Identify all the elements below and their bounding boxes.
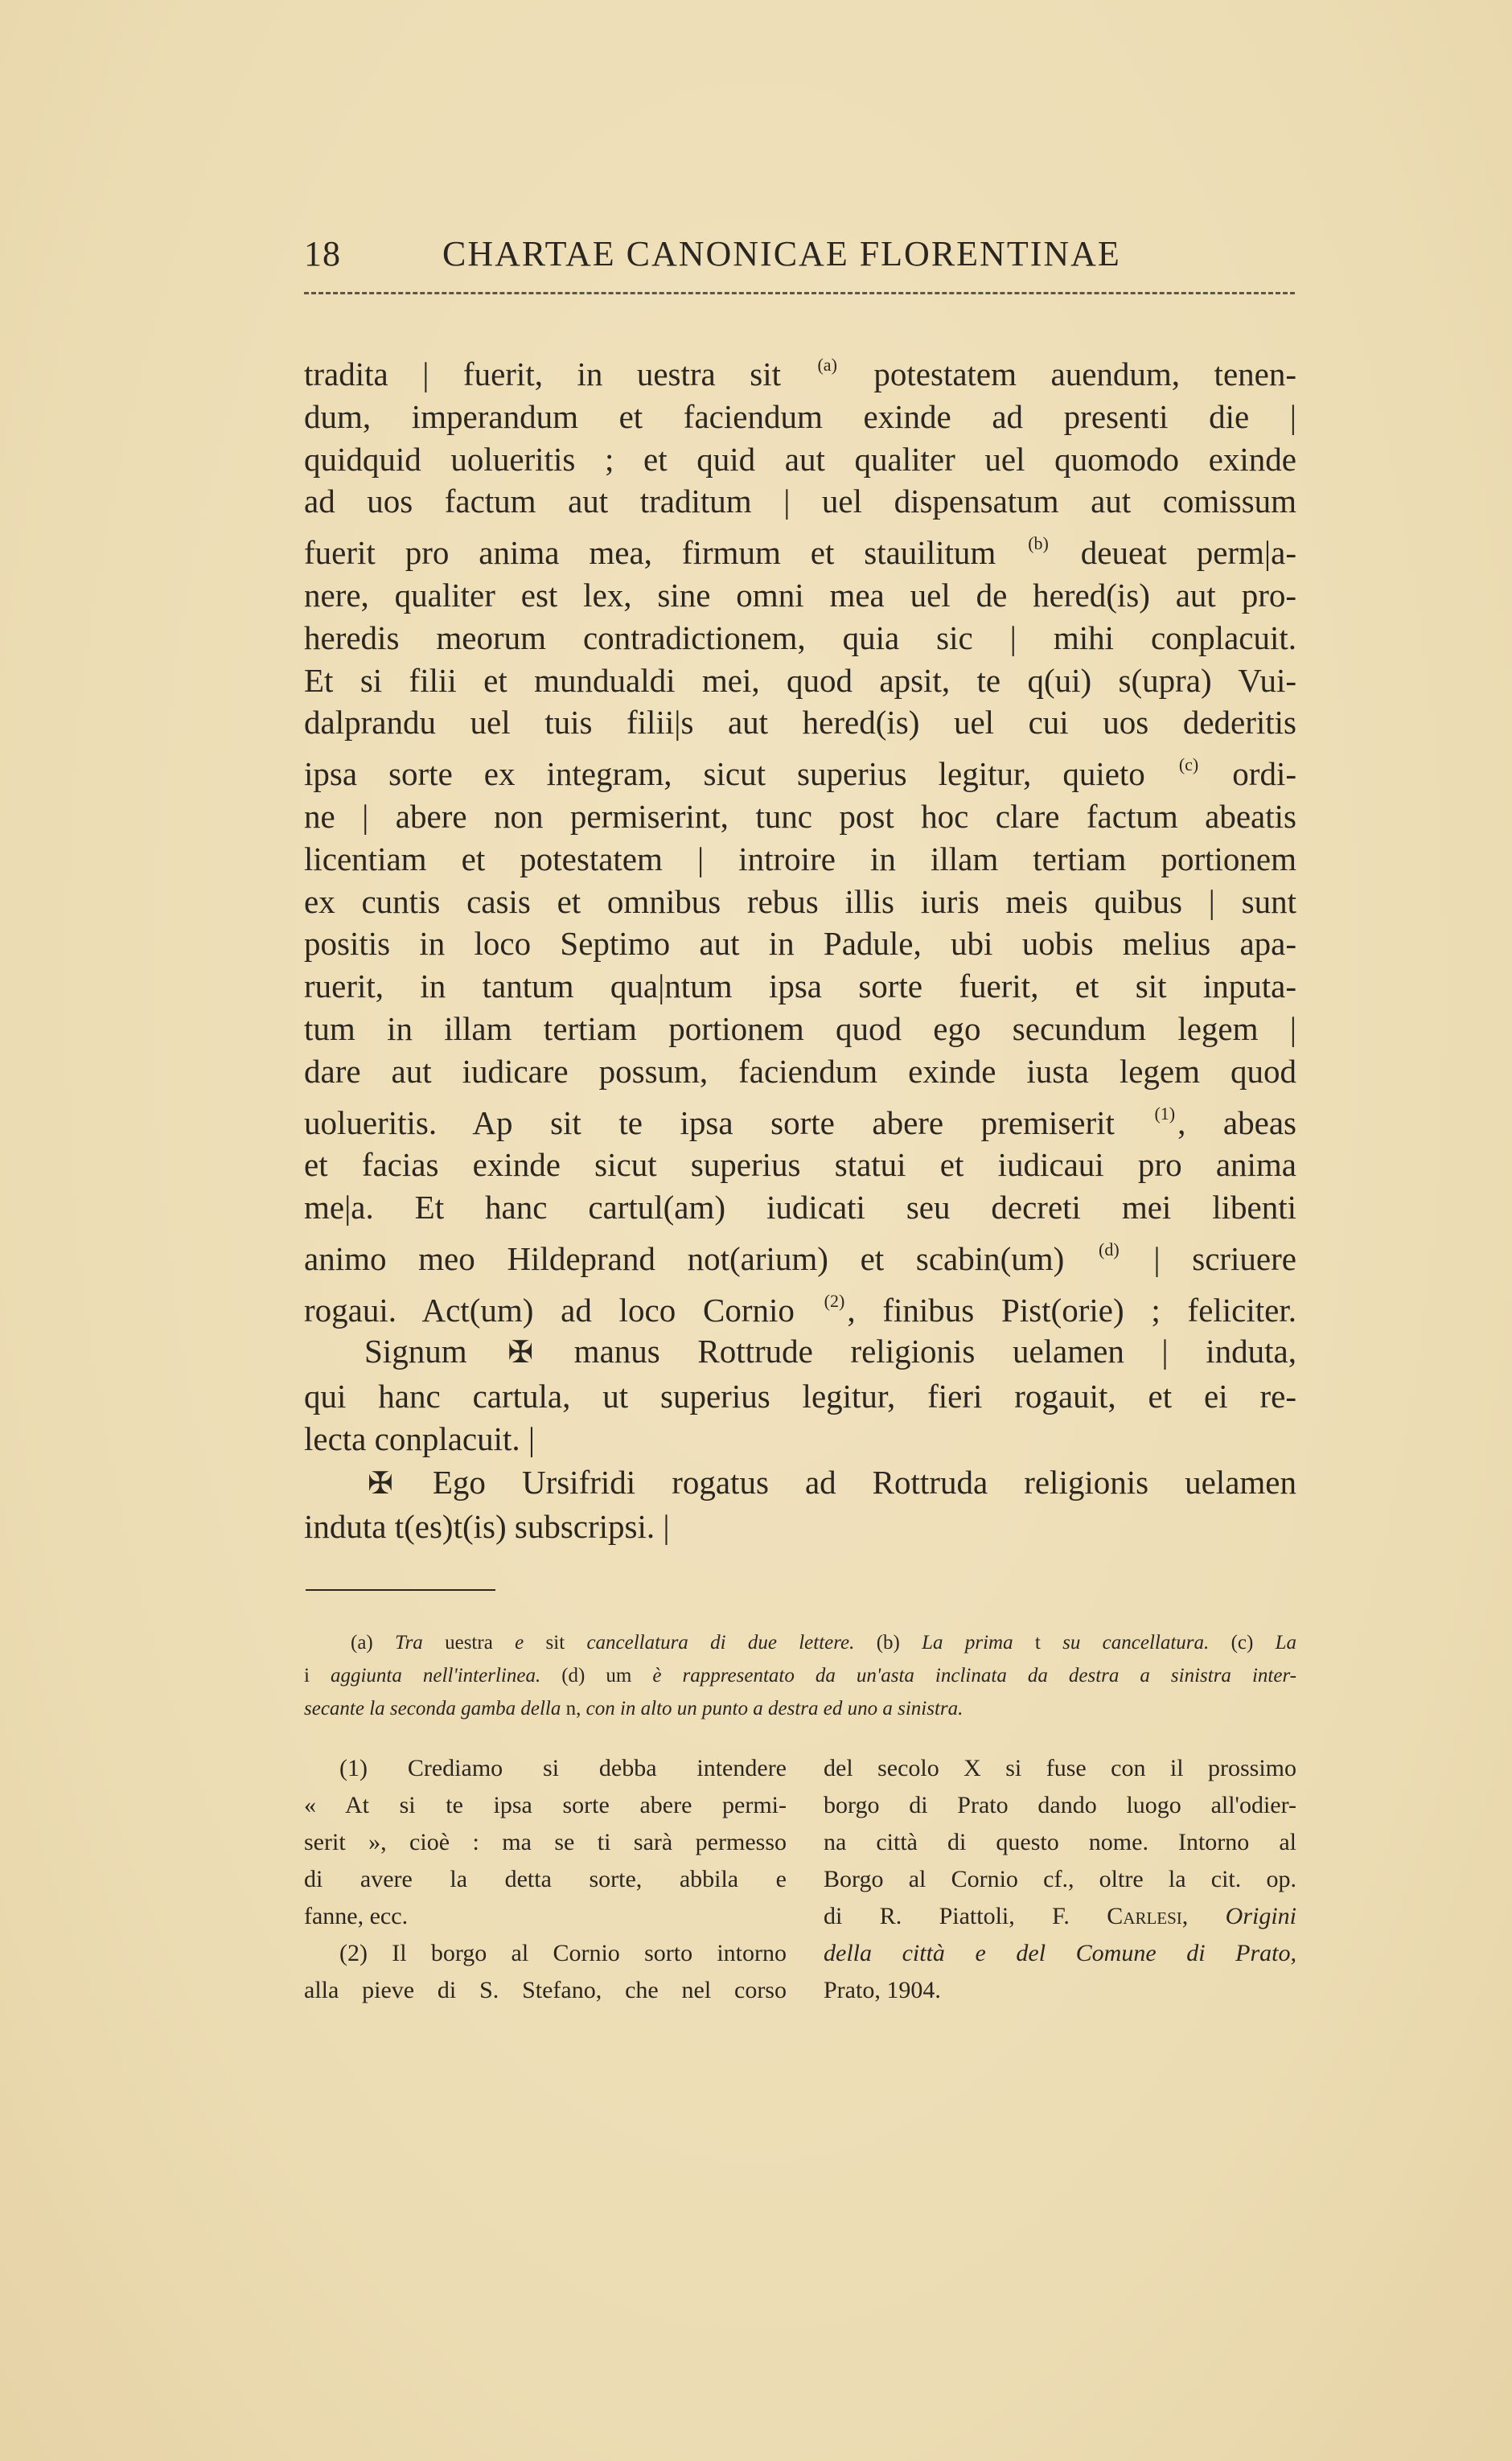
italic-run: Tra [395, 1632, 423, 1654]
text-run: licentiam et potestatem | introire in illam tertiam portionem [304, 840, 1296, 877]
italic-run: La [1275, 1632, 1297, 1654]
text-line [304, 659, 1296, 702]
text-run: manus Rottrude religionis uelamen | induta, [536, 1333, 1296, 1370]
textual-notes [304, 1626, 1296, 1725]
footnote-rule [306, 1589, 495, 1591]
text-run: deueat perm|a- [1050, 534, 1296, 572]
text-run: Prato, 1904. [824, 1977, 941, 2003]
italic-run: con in alto un punto a destra ed uno a sinistra. [585, 1698, 963, 1719]
paragraph [824, 1750, 1296, 2009]
text-run: di avere la detta sorte, abbila e [304, 1866, 787, 1892]
text-run: (a) [351, 1632, 396, 1654]
text-line [304, 922, 1296, 965]
text-line [304, 1861, 787, 1898]
italic-run: e [515, 1632, 524, 1654]
text-line [824, 1935, 1296, 1972]
cross-icon: ✠ [507, 1336, 534, 1370]
text-run: me|a. Et hanc cartul(am) iudicati seu decreti mei libenti [304, 1189, 1296, 1226]
text-run: quidquid uolueritis ; et quid aut qualiter uel quomodo exinde [304, 440, 1296, 478]
text-line [304, 701, 1296, 744]
text-line [824, 1750, 1296, 1787]
text-run: fuerit pro anima mea, firmum et stauilitum [304, 534, 1026, 572]
text-run: uolueritis. Ap sit te ipsa sorte abere premiserit [304, 1103, 1152, 1141]
footnote-marker: (2) [824, 1290, 845, 1311]
text-run: positis in loco Septimo aut in Padule, ubi uobis melius apa- [304, 925, 1296, 963]
text-line [824, 1824, 1296, 1861]
text-line [304, 838, 1296, 881]
text-run: potestatem auendum, tenen- [839, 355, 1296, 392]
footnote-marker: (1) [1154, 1103, 1176, 1124]
text-run: ne | abere non permiserint, tunc post hoc clare factum abeatis [304, 797, 1296, 835]
text-run: tum in illam tertiam portionem quod ego secundum legem | [304, 1009, 1296, 1047]
page-number: 18 [304, 234, 341, 273]
text-run: tradita | fuerit, in uestra sit [304, 355, 816, 392]
text-line [304, 1898, 787, 1935]
text-run: dalprandu uel tuis filii|s aut hered(is) uel cui uos dederitis [304, 704, 1296, 742]
text-line [304, 1659, 1296, 1692]
text-run: ad uos factum aut traditum | uel dispensatum aut comissum [304, 483, 1296, 520]
footnote-marker: (d) [1099, 1239, 1120, 1259]
text-run: Et si filii et mundualdi mei, quod apsit, te q(ui) s(upra) Vui- [304, 661, 1296, 699]
text-run: uestra [422, 1632, 516, 1654]
text-run: del secolo X si fuse con il prossimo [824, 1755, 1296, 1781]
text-run: « At si te ipsa sorte abere permi- [304, 1792, 787, 1818]
text-run: Ego Ursifridi rogatus ad Rottruda religionis uelamen [396, 1463, 1296, 1501]
paragraph [304, 1626, 1296, 1725]
text-line [304, 1972, 787, 2009]
italic-run: secante la seconda gamba della [304, 1698, 561, 1719]
italic-run: Origini [1225, 1903, 1297, 1929]
text-line [304, 1787, 787, 1824]
text-line [304, 1330, 1296, 1375]
text-run: Signum [364, 1333, 505, 1370]
text-line [304, 574, 1296, 617]
text-line [824, 1861, 1296, 1898]
text-line [304, 1935, 787, 1972]
running-header [304, 233, 1297, 273]
text-run: , [1181, 1903, 1226, 1929]
text-run: ex cuntis casis et omnibus rebus illis iuris meis quibus | sunt [304, 882, 1296, 920]
text-run: induta t(es)t(is) subscripsi. | [304, 1508, 670, 1546]
italic-run: della città e del Comune di Prato, [824, 1940, 1296, 1966]
text-run: (c) [1209, 1632, 1276, 1654]
paragraph [304, 1935, 787, 2009]
text-line [824, 1972, 1296, 2009]
text-run: i [304, 1665, 331, 1687]
text-run: dare aut iudicare possum, faciendum exinde iusta legem quod [304, 1052, 1296, 1090]
text-line [304, 344, 1296, 396]
footnote-marker: (c) [1178, 754, 1199, 775]
text-line [304, 1750, 787, 1787]
footnote-marker: (a) [817, 355, 837, 375]
text-run: animo meo Hildeprand not(arium) et scabin(um) [304, 1239, 1096, 1277]
text-run: (2) Il borgo al Cornio sorto intorno [339, 1940, 787, 1966]
italic-run: La prima [922, 1632, 1013, 1654]
signatures [304, 1330, 1296, 1549]
explanatory-notes-right-column [824, 1750, 1296, 2009]
text-line [304, 523, 1296, 574]
text-line [304, 965, 1296, 1008]
text-line [304, 1280, 1296, 1332]
text-run: rogaui. Act(um) ad loco Cornio [304, 1291, 822, 1329]
paragraph [304, 344, 1296, 1332]
footnote-marker: (b) [1028, 533, 1049, 554]
text-run: , abeas [1177, 1103, 1296, 1141]
text-line [304, 396, 1296, 438]
text-line [304, 1144, 1296, 1186]
text-line [304, 1692, 1296, 1725]
text-run: n, [561, 1698, 586, 1719]
paragraph [304, 1461, 1296, 1549]
text-run: dum, imperandum et faciendum exinde ad presenti die | [304, 397, 1296, 435]
text-line [304, 795, 1296, 838]
text-run: borgo di Prato dando luogo all'odier- [824, 1792, 1296, 1818]
italic-run: cancellatura di due lettere. [586, 1632, 855, 1654]
text-line [304, 1824, 787, 1861]
text-run: , finibus Pist(orie) ; feliciter. [847, 1291, 1296, 1329]
text-run: et facias exinde sicut superius statui et iudicaui pro anima [304, 1146, 1296, 1184]
text-line [304, 1093, 1296, 1144]
text-run: ruerit, in tantum qua|ntum ipsa sorte fuerit, et sit inputa- [304, 968, 1296, 1005]
text-run: (d) um [540, 1665, 653, 1687]
text-run: | scriuere [1121, 1239, 1296, 1277]
text-line [304, 1626, 1296, 1659]
text-line [304, 744, 1296, 795]
text-run: serit », cioè : ma se ti sarà permesso [304, 1829, 787, 1855]
text-line [824, 1787, 1296, 1824]
italic-run: su cancellatura. [1062, 1632, 1210, 1654]
text-run: na città di questo nome. Intorno al [824, 1829, 1296, 1855]
text-line [304, 1186, 1296, 1229]
text-line [304, 1418, 1296, 1461]
paragraph [304, 1750, 787, 1935]
paragraph [304, 1330, 1296, 1461]
text-run: heredis meorum contradictionem, quia sic | mihi conplacuit. [304, 618, 1296, 656]
text-line [304, 617, 1296, 659]
text-run: t [1013, 1632, 1063, 1654]
text-line [304, 881, 1296, 923]
text-run: qui hanc cartula, ut superius legitur, fieri rogauit, et ei re- [304, 1377, 1296, 1415]
charter-text [304, 344, 1296, 1332]
text-run: sit [524, 1632, 587, 1654]
italic-run: è rappresentato da un'asta inclinata da destra a sinistra inter- [652, 1665, 1297, 1687]
text-run: alla pieve di S. Stefano, che nel corso [304, 1977, 787, 2003]
text-line [304, 1375, 1296, 1419]
text-run: Borgo al Cornio cf., oltre la cit. op. [824, 1866, 1296, 1892]
cross-icon: ✠ [368, 1466, 393, 1501]
text-run: (1) Crediamo si debba intendere [339, 1755, 787, 1781]
header-rule [304, 292, 1295, 294]
text-run: fanne, ecc. [304, 1903, 409, 1929]
running-title: CHARTAE CANONICAE FLORENTINAE [442, 234, 1121, 273]
text-run: di R. Piattoli, F. [824, 1903, 1107, 1929]
text-line [304, 1461, 1296, 1506]
explanatory-notes-left-column [304, 1750, 787, 2009]
text-run: nere, qualiter est lex, sine omni mea uel de hered(is) aut pro- [304, 576, 1296, 614]
text-line [304, 480, 1296, 523]
text-run: lecta conplacuit. | [304, 1420, 536, 1458]
italic-run: aggiunta nell'interlinea. [330, 1665, 541, 1687]
text-line [304, 1229, 1296, 1280]
small-caps-run: Carlesi [1107, 1903, 1182, 1929]
text-line [824, 1898, 1296, 1935]
text-line [304, 1050, 1296, 1093]
text-run: ipsa sorte ex integram, sicut superius legitur, quieto [304, 755, 1177, 793]
text-line [304, 438, 1296, 481]
text-run: (b) [854, 1632, 922, 1654]
text-line [304, 1506, 1296, 1549]
text-run: ordi- [1201, 755, 1296, 793]
text-line [304, 1008, 1296, 1050]
